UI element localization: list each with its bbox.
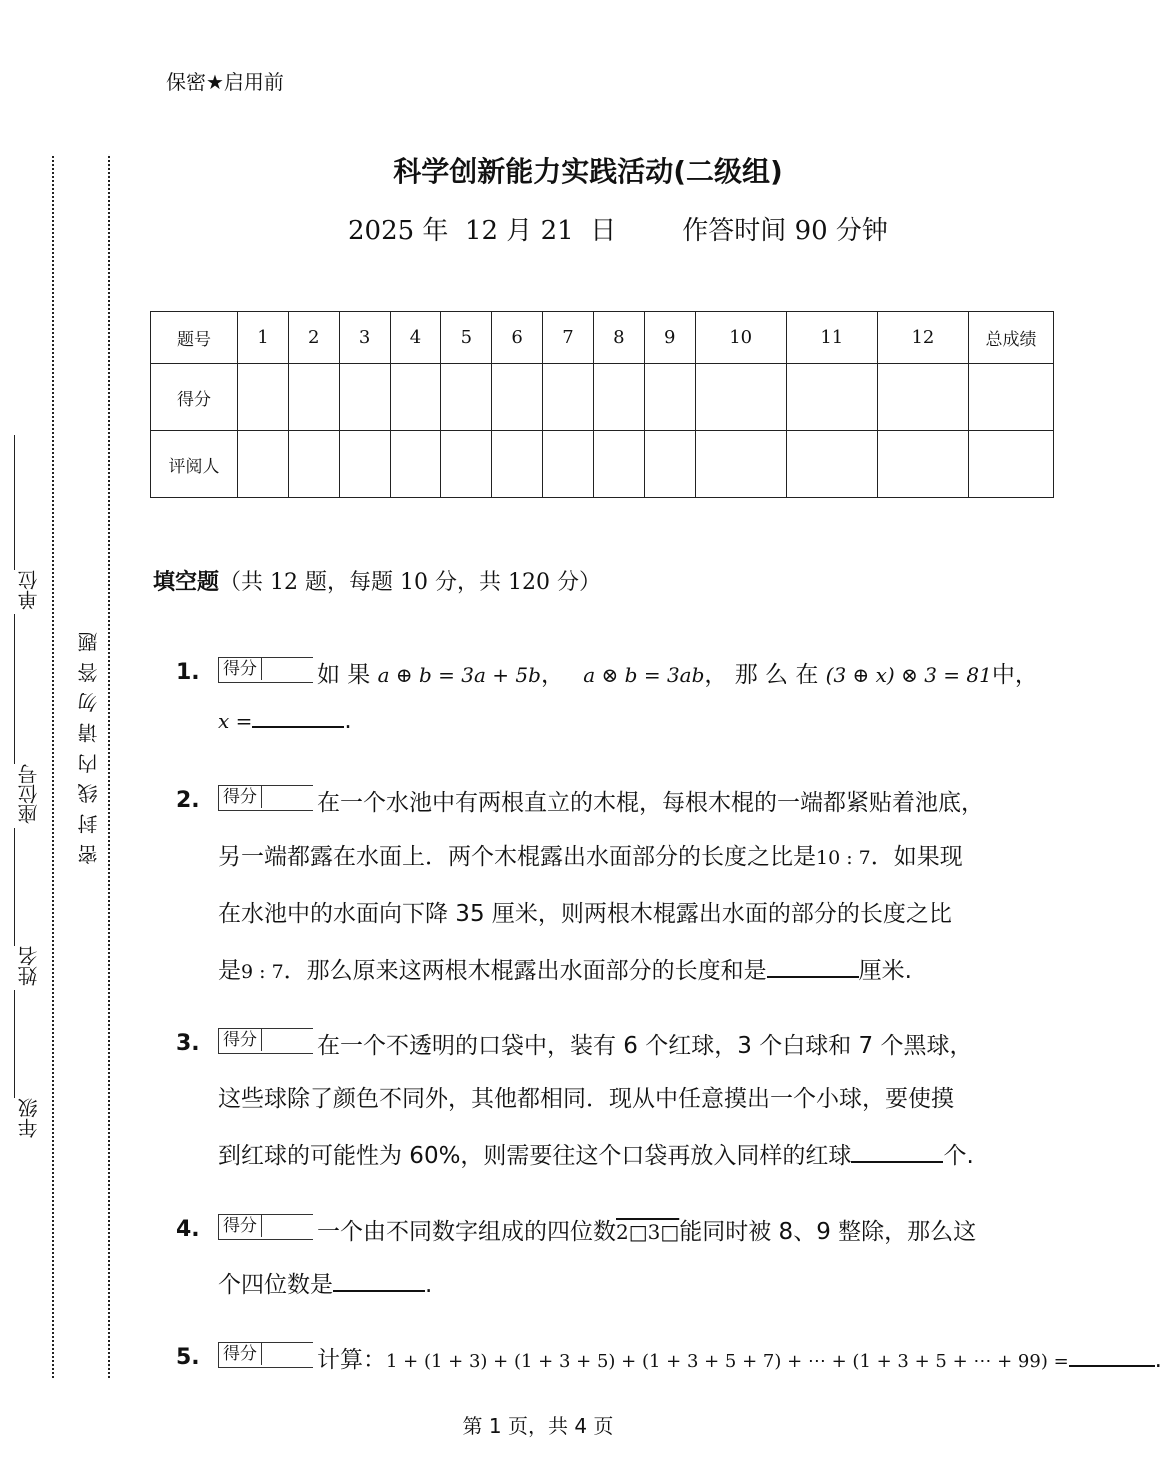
name-label: 姓名: [17, 946, 41, 986]
question-1-number: 1.: [176, 660, 200, 685]
question-2-line-2: 另一端都露在水面上．两个木棍露出水面部分的长度之比是10 : 7．如果现: [218, 844, 963, 870]
question-3-line-1: 得分 在一个不透明的口袋中，装有 6 个红球，3 个白球和 7 个黑球，: [218, 1027, 972, 1060]
score-cell[interactable]: [593, 364, 644, 431]
score-cell[interactable]: [644, 364, 695, 431]
score-cell[interactable]: [543, 364, 594, 431]
score-cell[interactable]: [238, 364, 289, 431]
seat-label: 座位号: [17, 764, 41, 824]
col-1: 1: [238, 312, 289, 364]
answer-blank[interactable]: [851, 1143, 943, 1163]
col-10: 10: [695, 312, 786, 364]
reviewer-cell-total[interactable]: [969, 431, 1054, 498]
score-badge: 得分: [218, 1028, 313, 1054]
col-7: 7: [543, 312, 594, 364]
question-1-line-1: 得分 如 果 a ⊕ b = 3a + 5b， a ⊗ b = 3ab， 那 么 在 (3 ⊕ x) ⊗ 3 = 81中，: [218, 656, 1038, 689]
answer-blank[interactable]: [252, 708, 344, 728]
question-3-line-2: 这些球除了颜色不同外，其他都相同．现从中任意摸出一个小球，要使摸: [218, 1086, 954, 1112]
score-badge: 得分: [218, 1214, 313, 1240]
score-cell[interactable]: [288, 364, 339, 431]
reviewer-cell[interactable]: [390, 431, 441, 498]
section-title: 填空题: [153, 570, 220, 595]
col-4: 4: [390, 312, 441, 364]
grade-label: 年级: [17, 1098, 41, 1138]
question-2-line-3: 在水池中的水面向下降 35 厘米，则两根木棍露出水面的部分的长度之比: [218, 901, 952, 927]
row-label-question: 题号: [151, 312, 238, 364]
score-badge: 得分: [218, 657, 313, 683]
exam-title: 科学创新能力实践活动(二级组): [393, 155, 783, 188]
score-cell[interactable]: [492, 364, 543, 431]
confidential-label: 保密★启用前: [166, 70, 284, 94]
question-4-line-2: 个四位数是 .: [218, 1272, 433, 1298]
score-cell[interactable]: [786, 364, 877, 431]
unit-blank[interactable]: [14, 435, 43, 570]
col-6: 6: [492, 312, 543, 364]
unit-label: 单位: [17, 570, 41, 610]
question-4-number: 4.: [176, 1217, 200, 1242]
row-label-reviewer: 评阅人: [151, 431, 238, 498]
reviewer-cell[interactable]: [593, 431, 644, 498]
student-info-fields: [14, 368, 43, 1138]
col-9: 9: [644, 312, 695, 364]
score-cell[interactable]: [695, 364, 786, 431]
reviewer-cell[interactable]: [695, 431, 786, 498]
answer-blank[interactable]: [767, 958, 859, 978]
grade-blank[interactable]: [14, 990, 43, 1098]
question-4-line-1: 得分 一个由不同数字组成的四位数2□3□能同时被 8、9 整除，那么这: [218, 1213, 976, 1246]
page-footer: 第 1 页，共 4 页: [462, 1414, 614, 1438]
question-3-line-3: 到红球的可能性为 60%，则需要往这个口袋再放入同样的红球 个.: [218, 1143, 974, 1169]
score-badge: 得分: [218, 1342, 313, 1368]
question-5-line-1: 得分 计算：1 + (1 + 3) + (1 + 3 + 5) + (1 + 3 + 5 + 7) + ⋯ + (1 + 3 + 5 + ⋯ + 99) = .: [218, 1341, 1162, 1374]
reviewer-cell[interactable]: [877, 431, 968, 498]
score-cell[interactable]: [339, 364, 390, 431]
reviewer-cell[interactable]: [339, 431, 390, 498]
row-label-score: 得分: [151, 364, 238, 431]
section-detail: （共 12 题，每题 10 分，共 120 分）: [219, 570, 601, 595]
question-3-number: 3.: [176, 1031, 200, 1056]
score-table-header-row: [151, 312, 1054, 364]
score-cell[interactable]: [877, 364, 968, 431]
score-cell[interactable]: [441, 364, 492, 431]
col-11: 11: [786, 312, 877, 364]
col-2: 2: [288, 312, 339, 364]
reviewer-cell[interactable]: [543, 431, 594, 498]
seal-notice: 密 封 线 内 请 勿 答 题: [77, 630, 101, 865]
col-total: 总成绩: [969, 312, 1054, 364]
question-5-number: 5.: [176, 1345, 200, 1370]
col-12: 12: [877, 312, 968, 364]
reviewer-cell[interactable]: [492, 431, 543, 498]
name-blank[interactable]: [14, 828, 43, 946]
answer-blank[interactable]: [1069, 1347, 1155, 1367]
section-heading: [153, 565, 601, 596]
question-1-line-2: x = .: [218, 708, 352, 734]
score-badge: 得分: [218, 785, 313, 811]
score-cell[interactable]: [390, 364, 441, 431]
question-2-number: 2.: [176, 788, 200, 813]
score-cell-total[interactable]: [969, 364, 1054, 431]
score-row: [151, 364, 1054, 431]
col-5: 5: [441, 312, 492, 364]
score-table: [150, 311, 1054, 498]
reviewer-cell[interactable]: [441, 431, 492, 498]
reviewer-row: [151, 431, 1054, 498]
col-8: 8: [593, 312, 644, 364]
exam-date-line: 2025 年 12 月 21 日 作答时间 90 分钟: [348, 216, 888, 246]
reviewer-cell[interactable]: [644, 431, 695, 498]
question-2-line-4: 是9 : 7．那么原来这两根木棍露出水面部分的长度和是 厘米.: [218, 958, 912, 984]
reviewer-cell[interactable]: [288, 431, 339, 498]
reviewer-cell[interactable]: [786, 431, 877, 498]
question-2-line-1: 得分 在一个水池中有两根直立的木棍，每根木棍的一端都紧贴着池底，: [218, 784, 984, 817]
binding-dotted-line-inner: [108, 156, 110, 1378]
col-3: 3: [339, 312, 390, 364]
binding-dotted-line-outer: [52, 156, 54, 1378]
seat-blank[interactable]: [14, 614, 43, 764]
reviewer-cell[interactable]: [238, 431, 289, 498]
answer-blank[interactable]: [333, 1272, 425, 1292]
